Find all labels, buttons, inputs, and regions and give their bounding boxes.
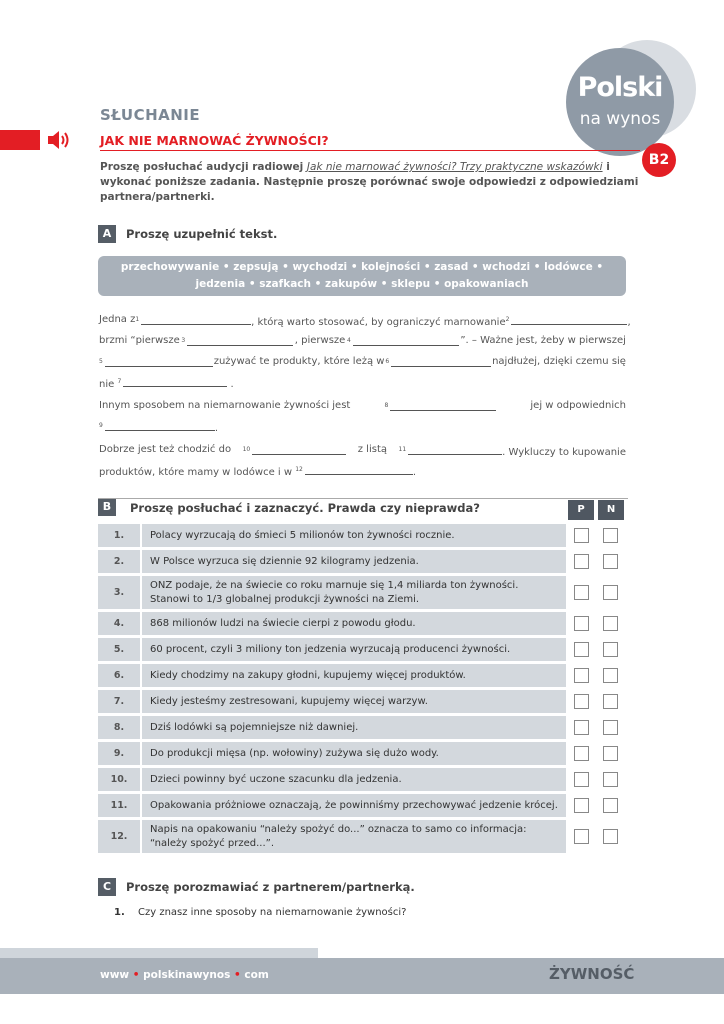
gap-4[interactable]	[353, 335, 459, 346]
checkbox-true-10[interactable]	[574, 772, 589, 787]
audio-link[interactable]: Jak nie marnować żywności? Trzy praktyczne wskazówki	[306, 161, 603, 173]
section-a-letter: A	[98, 225, 116, 243]
table-row: 3. ONZ podaje, że na świecie co roku marnuje się 1,4 miliarda ton żywności. Stanowi to 1/3 globalnej produkcji żywności na Ziemi.	[98, 576, 566, 609]
logo-brand-text: Polski	[577, 72, 663, 103]
table-row: 12. Napis na opakowaniu “należy spożyć do...” oznacza to samo co informacja: “należy spożyć przed...”.	[98, 820, 566, 853]
section-c-heading: Proszę porozmawiać z partnerem/partnerką.	[126, 880, 415, 894]
speaker-icon[interactable]	[47, 130, 71, 150]
word-bank	[98, 256, 626, 296]
cloze-line-1: Jedna z $^1$ , którą warto stosować, by ograniczyć marnowanie $^2$ ,	[99, 314, 631, 328]
section-a-heading: Proszę uzupełnić tekst.	[126, 227, 278, 241]
checkbox-false-4[interactable]	[603, 616, 618, 631]
column-true-header: P	[568, 500, 594, 520]
checkbox-false-7[interactable]	[603, 694, 618, 709]
instructions	[100, 160, 640, 205]
logo-brand-subtext: na wynos	[579, 109, 661, 129]
section-b-divider	[98, 498, 628, 499]
footer-topic: ŻYWNOŚĆ	[549, 965, 635, 983]
checkbox-false-3[interactable]	[603, 585, 618, 600]
level-badge: B2	[642, 143, 676, 177]
cloze-line-5: Innym sposobem na niemarnowanie żywności jest $^8$ jej w odpowiednich	[99, 400, 626, 411]
checkbox-false-11[interactable]	[603, 798, 618, 813]
gap-7[interactable]	[123, 376, 227, 387]
checkbox-false-1[interactable]	[603, 528, 618, 543]
gap-3[interactable]	[187, 335, 293, 346]
gap-6[interactable]	[391, 356, 491, 367]
title-divider	[100, 150, 640, 151]
checkbox-false-9[interactable]	[603, 746, 618, 761]
gap-8[interactable]	[390, 400, 496, 411]
section-b-letter: B	[98, 498, 116, 516]
cloze-line-6: $^9$ .	[99, 422, 219, 434]
checkbox-true-2[interactable]	[574, 554, 589, 569]
gap-1[interactable]	[141, 314, 251, 325]
checkbox-true-4[interactable]	[574, 616, 589, 631]
checkbox-false-12[interactable]	[603, 829, 618, 844]
cloze-line-3: $^5$ zużywać te produkty, które leżą w $^6$ najdłużej, dzięki czemu się	[99, 356, 626, 367]
word-bank-line-2: jedzenia • szafkach • zakupów • sklepu • opakowaniach	[195, 278, 529, 290]
intro-text-1: Proszę posłuchać audycji radiowej	[100, 161, 307, 173]
table-row: 9. Do produkcji mięsa (np. wołowiny) zużywa się dużo wody.	[98, 742, 566, 765]
table-row: 5. 60 procent, czyli 3 miliony ton jedzenia wyrzucają producenci żywności.	[98, 638, 566, 661]
gap-2[interactable]	[511, 314, 627, 325]
table-row: 2. W Polsce wyrzuca się dziennie 92 kilogramy jedzenia.	[98, 550, 566, 573]
cloze-line-2: brzmi “pierwsze $^3$ , pierwsze $^4$ ”. – Ważne jest, żeby w pierwszej	[99, 335, 626, 346]
table-row: 1. Polacy wyrzucają do śmieci 5 milionów ton żywności rocznie.	[98, 524, 566, 547]
gap-5[interactable]	[105, 356, 213, 367]
section-b-heading: Proszę posłuchać i zaznaczyć. Prawda czy nieprawda?	[130, 501, 480, 515]
checkbox-false-6[interactable]	[603, 668, 618, 683]
page-title: JAK NIE MARNOWAĆ ŻYWNOŚCI?	[100, 133, 329, 148]
section-c-letter: C	[98, 878, 116, 896]
section-title: SŁUCHANIE	[100, 106, 201, 124]
footer-website-link[interactable]: www • polskinawynos • com	[100, 969, 269, 981]
checkbox-true-8[interactable]	[574, 720, 589, 735]
table-row: 7. Kiedy jesteśmy zestresowani, kupujemy więcej warzyw.	[98, 690, 566, 713]
cloze-line-7: Dobrze jest też chodzić do $^{10}$ z listą $^{11}$ . Wykluczy to kupowanie	[99, 444, 626, 458]
checkbox-false-2[interactable]	[603, 554, 618, 569]
checkbox-false-8[interactable]	[603, 720, 618, 735]
accent-bar	[0, 130, 40, 150]
checkbox-true-6[interactable]	[574, 668, 589, 683]
footer-accent	[0, 948, 318, 958]
gap-11[interactable]	[408, 444, 502, 455]
checkbox-true-1[interactable]	[574, 528, 589, 543]
discussion-question: 1. Czy znasz inne sposoby na niemarnowanie żywności?	[114, 907, 407, 918]
checkbox-true-9[interactable]	[574, 746, 589, 761]
gap-12[interactable]	[305, 464, 413, 475]
checkbox-true-7[interactable]	[574, 694, 589, 709]
table-row: 4. 868 milionów ludzi na świecie cierpi z powodu głodu.	[98, 612, 566, 635]
column-false-header: N	[598, 500, 624, 520]
checkbox-true-11[interactable]	[574, 798, 589, 813]
table-row: 8. Dziś lodówki są pojemniejsze niż dawniej.	[98, 716, 566, 739]
checkbox-false-10[interactable]	[603, 772, 618, 787]
checkbox-true-3[interactable]	[574, 585, 589, 600]
table-row: 6. Kiedy chodzimy na zakupy głodni, kupujemy więcej produktów.	[98, 664, 566, 687]
cloze-line-4: nie $^7$ .	[99, 378, 234, 390]
gap-10[interactable]	[252, 444, 346, 455]
checkbox-true-5[interactable]	[574, 642, 589, 657]
checkbox-false-5[interactable]	[603, 642, 618, 657]
checkbox-true-12[interactable]	[574, 829, 589, 844]
cloze-line-8: produktów, które mamy w lodówce i w $^{12}$ .	[99, 466, 417, 478]
intro-text-2: i wykonać poniższe zadania. Następnie proszę porównać swoje odpowiedzi z odpowiedziami partnera/partnerki.	[100, 161, 639, 203]
word-bank-line-1: przechowywanie • zepsują • wychodzi • kolejności • zasad • wchodzi • lodówce •	[120, 261, 604, 273]
table-row: 10. Dzieci powinny być uczone szacunku dla jedzenia.	[98, 768, 566, 791]
table-row: 11. Opakowania próżniowe oznaczają, że powinniśmy przechowywać jedzenie krócej.	[98, 794, 566, 817]
gap-9[interactable]	[105, 420, 215, 431]
